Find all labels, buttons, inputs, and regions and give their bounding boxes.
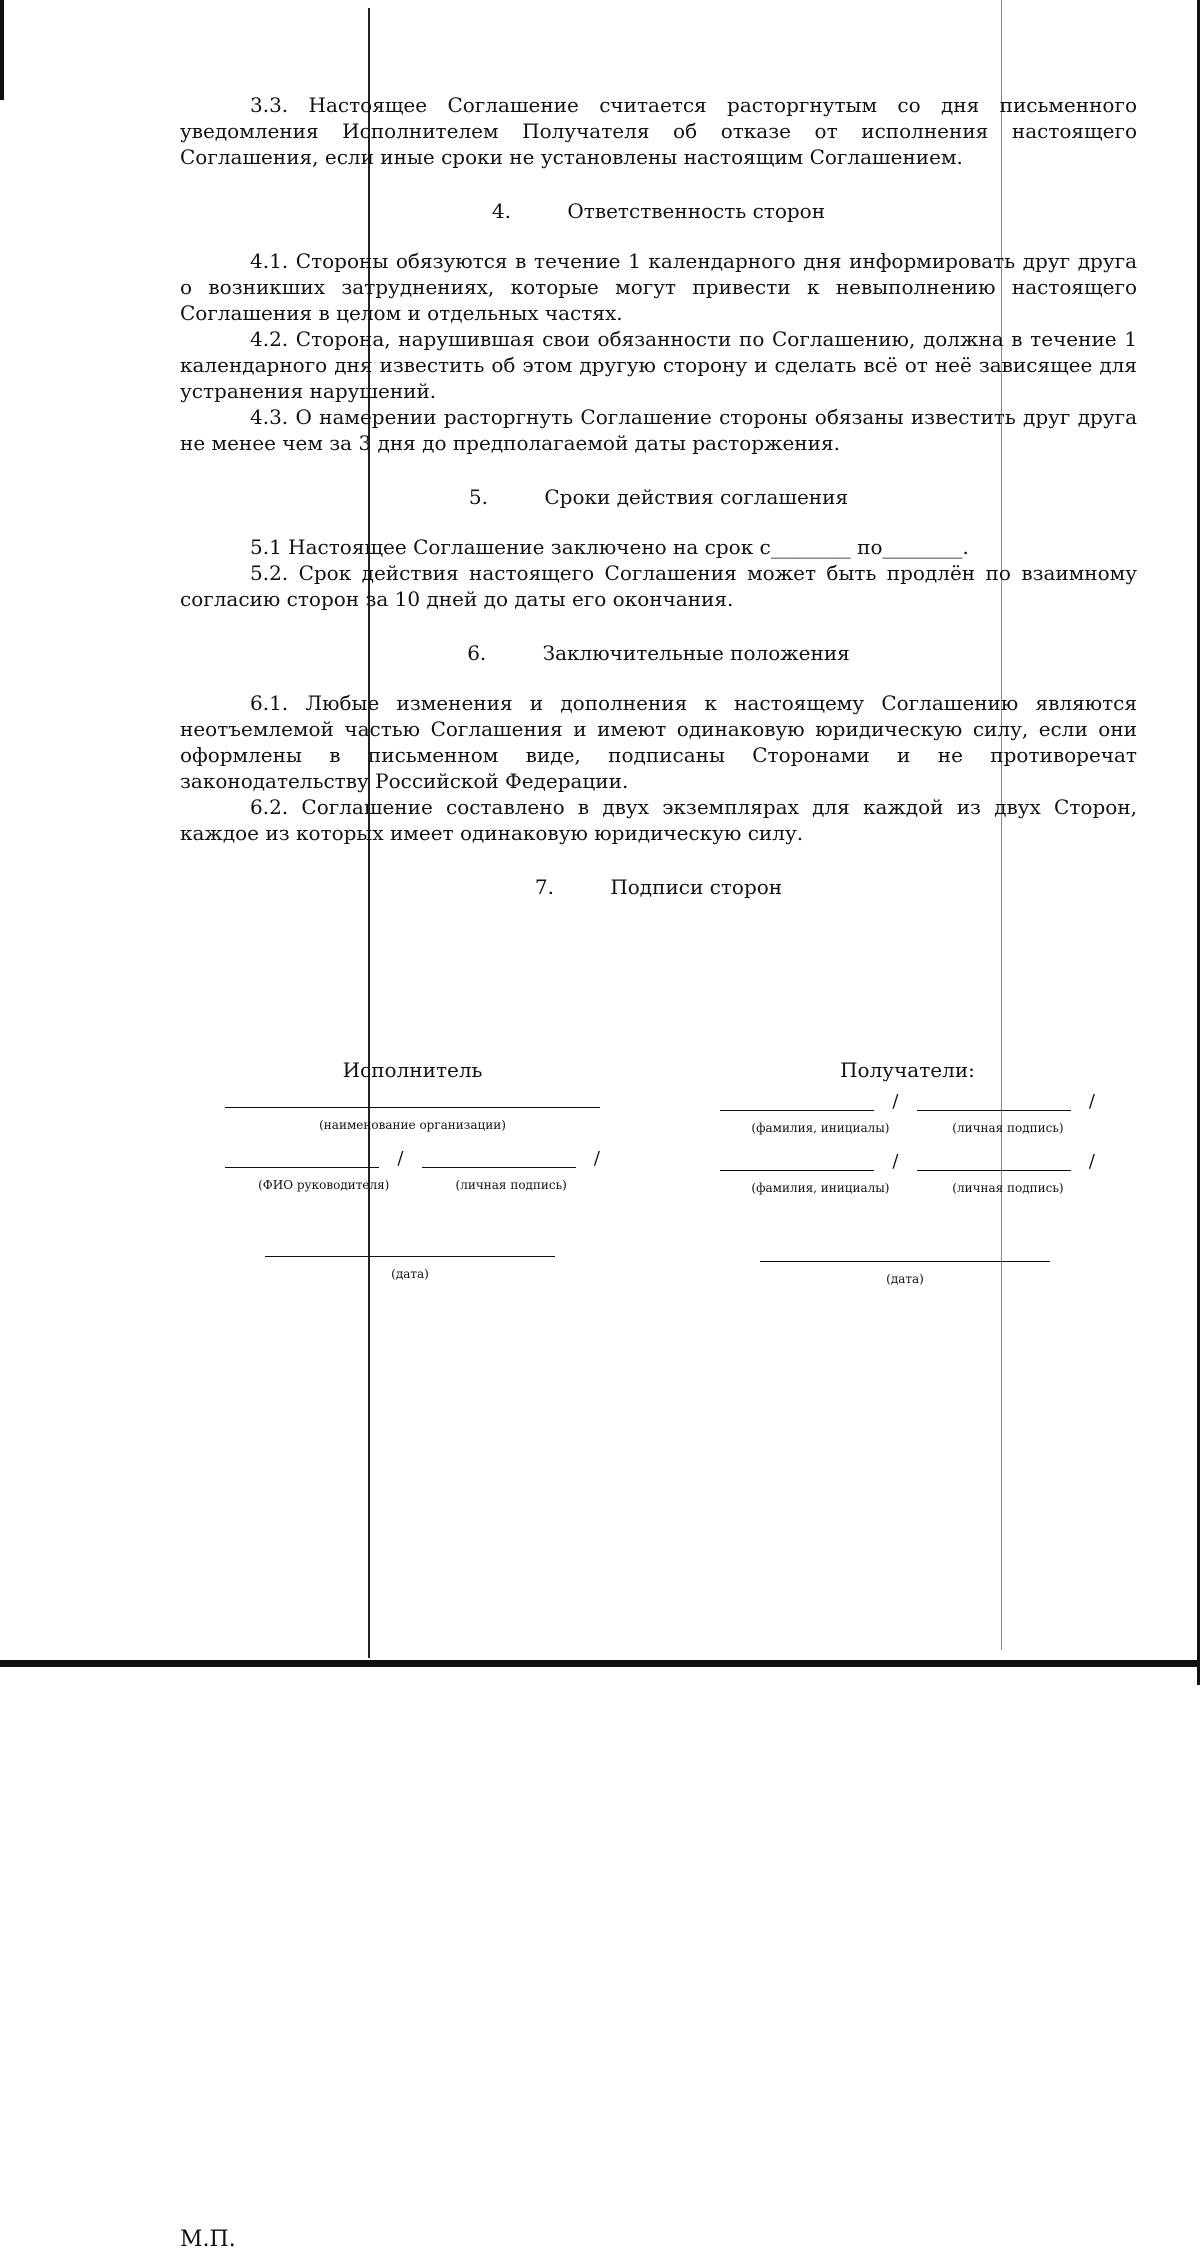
org-name-line[interactable] xyxy=(225,1093,600,1108)
section-5-heading xyxy=(180,484,1137,510)
recipient-2-row: / / xyxy=(720,1153,1095,1171)
sign-caption: (личная подпись) xyxy=(455,1178,567,1192)
executor-date-line[interactable] xyxy=(265,1242,555,1257)
fio-caption: (фамилия, инициалы) xyxy=(751,1181,890,1195)
clause-5-2: 5.2. Срок действия настоящего Соглашения может быть продлён по взаимному согласию сторон за 10 дней до даты его окончания. xyxy=(180,561,1137,611)
recipient-2-captions xyxy=(720,1175,1095,1201)
recipient-1-sign-line[interactable] xyxy=(917,1096,1071,1111)
signature-block xyxy=(180,1057,1137,2252)
section-number: 7. xyxy=(534,875,554,899)
executor-fio-sign-row: / / xyxy=(225,1150,600,1168)
recipient-1-row: / / xyxy=(720,1093,1095,1111)
executor-sign-line[interactable] xyxy=(422,1153,576,1168)
section-title: Подписи сторон xyxy=(610,875,783,899)
clause-6-2: 6.2. Соглашение составлено в двух экземплярах для каждой из двух Сторон, каждое из которых имеет одинаковую юридическую силу. xyxy=(180,795,1137,845)
recipient-2-fio-line[interactable] xyxy=(720,1156,874,1171)
sign-caption: (личная подпись) xyxy=(952,1121,1064,1135)
recipient-2-sign-line[interactable] xyxy=(917,1156,1071,1171)
clause-6-1: 6.1. Любые изменения и дополнения к настоящему Соглашению являются неотъемлемой частью Соглашения и имеют одинаковую юридическую силу, если они оформлены в письменном виде, подписаны Сторонами и не противоречат законодательству Российской Федерации. xyxy=(180,691,1137,793)
section-7-heading xyxy=(180,874,1137,900)
clause-5-1: 5.1 Настоящее Соглашение заключено на срок с________ по________. xyxy=(250,535,969,559)
scan-edge-left xyxy=(0,0,4,100)
recipients-date-line[interactable] xyxy=(760,1247,1050,1262)
section-title: Ответственность сторон xyxy=(567,199,826,223)
recipient-1-fio-line[interactable] xyxy=(720,1096,874,1111)
executor-signature-column xyxy=(225,1057,600,1287)
section-number: 4. xyxy=(491,199,512,223)
clause-4-3: 4.3. О намерении расторгнуть Соглашение стороны обязаны известить друг друга не менее чем за 3 дня до предполагаемой даты расторжения. xyxy=(180,405,1137,455)
document-page xyxy=(180,92,1137,2252)
clause-4-2: 4.2. Сторона, нарушившая свои обязанности по Соглашению, должна в течение 1 календарного дня известить об этом другую сторону и сделать всё от неё зависящее для устранения нарушений. xyxy=(180,327,1137,403)
executor-title: Исполнитель xyxy=(342,1058,483,1082)
clause-4-1: 4.1. Стороны обязуются в течение 1 календарного дня информировать друг друга о возникших затруднениях, которые могут привести к невыполнению настоящего Соглашения в целом и отдельных частях. xyxy=(180,249,1137,325)
fio-caption: (ФИО руководителя) xyxy=(258,1178,390,1192)
section-title: Сроки действия соглашения xyxy=(544,485,849,509)
section-title: Заключительные положения xyxy=(542,641,850,665)
recipients-title: Получатели: xyxy=(840,1058,975,1082)
section-4-heading xyxy=(180,198,1137,224)
scan-edge-bottom xyxy=(0,1660,1200,1667)
recipients-signature-column xyxy=(720,1057,1095,1292)
stamp-place-label: М.П. xyxy=(180,2227,236,2252)
sign-caption: (личная подпись) xyxy=(952,1181,1064,1195)
section-number: 6. xyxy=(467,641,487,665)
clause-3-3: 3.3. Настоящее Соглашение считается расторгнутым со дня письменного уведомления Исполнителем Получателя об отказе от исполнения настоящего Соглашения, если иные сроки не установлены настоящим Соглашением. xyxy=(180,93,1137,169)
executor-captions xyxy=(225,1172,600,1198)
recipient-1-captions xyxy=(720,1115,1095,1141)
executor-date-caption: (дата) xyxy=(391,1267,429,1281)
section-number: 5. xyxy=(468,485,489,509)
org-name-caption: (наименование организации) xyxy=(319,1118,506,1132)
fio-caption: (фамилия, инициалы) xyxy=(751,1121,890,1135)
executor-fio-line[interactable] xyxy=(225,1153,379,1168)
recipients-date-caption: (дата) xyxy=(886,1272,924,1286)
section-6-heading xyxy=(180,640,1137,666)
